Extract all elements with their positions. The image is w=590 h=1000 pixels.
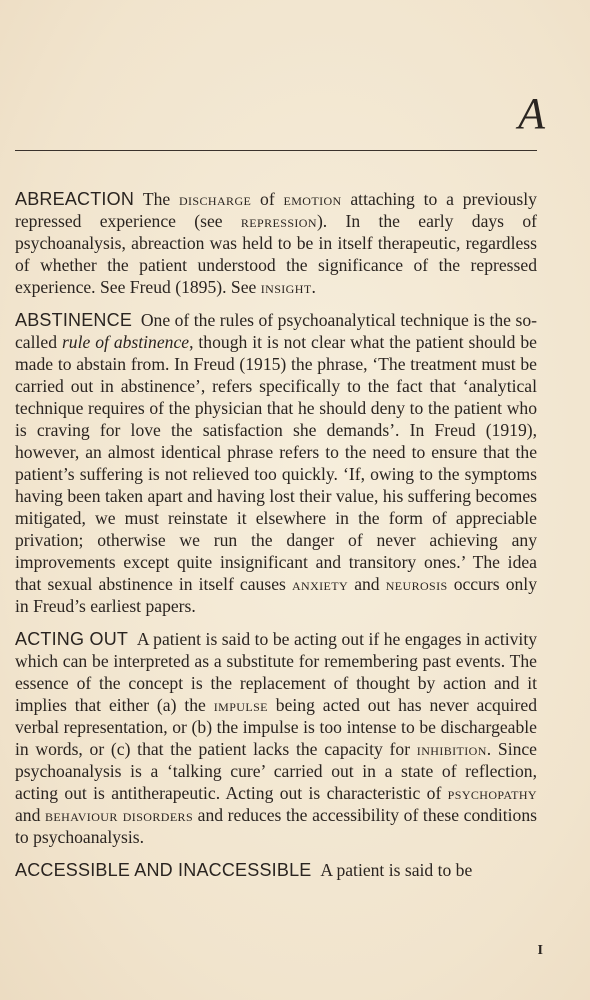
entry-text: and bbox=[15, 805, 41, 825]
entry-text: ). In the early days of psychoanalysis, abreaction was held to be in itself therapeutic, regardless of whether the patient understood the significance of the repressed experience. See Freud (1895). See bbox=[15, 211, 537, 297]
cross-reference: behaviour disorders bbox=[45, 805, 194, 825]
entry-text: The bbox=[142, 189, 171, 209]
entry-text: A patient is said to be acting out if he engages in activity which can be interpreted as a substitute for remembering past events. The essence of the concept is the replacement of thought by action and it implies that either (a) the bbox=[15, 629, 538, 715]
entry-text: A patient is said to be bbox=[320, 860, 473, 880]
cross-reference: inhibition bbox=[416, 739, 487, 759]
cross-reference: repression bbox=[240, 211, 317, 231]
entry-accessible-and-inaccessible bbox=[15, 859, 537, 881]
cross-reference: emotion bbox=[283, 189, 342, 209]
headword: ABREACTION bbox=[15, 189, 135, 209]
entry-text: and bbox=[354, 574, 380, 594]
entry-abreaction bbox=[15, 188, 537, 298]
header-rule bbox=[15, 150, 537, 151]
headword: ACCESSIBLE AND INACCESSIBLE bbox=[15, 860, 312, 880]
headword: ACTING OUT bbox=[15, 629, 129, 649]
cross-reference: neurosis bbox=[385, 574, 448, 594]
entry-acting-out bbox=[15, 628, 537, 848]
entry-text: attaching to a previously repressed experience (see bbox=[15, 189, 537, 231]
cross-reference: anxiety bbox=[291, 574, 349, 594]
entry-abstinence bbox=[15, 309, 537, 617]
entry-text: of bbox=[260, 189, 275, 209]
dictionary-body bbox=[15, 188, 537, 892]
entry-text: . Since psychoanalysis is a ‘talking cure’ carried out in a state of reflection, acting out is antitherapeutic. Acting out is characteristic of bbox=[15, 739, 537, 803]
entry-text: occurs only in Freud’s earliest papers. bbox=[15, 574, 537, 616]
cross-reference: insight bbox=[260, 277, 312, 297]
entry-text: being acted out has never acquired verbal representation, or (b) the impulse is too intense to be dischargeable in words, or (c) that the patient lacks the capacity for bbox=[15, 695, 538, 759]
entry-text: , though it is not clear what the patient should be made to abstain from. In Freud (1915) the phrase, ‘The treatment must be carried out in abstinence’, refers specifically to the fact that ‘analytical technique requires of the physician that he should deny to the patient who is craving for love the satisfaction she demands’. In Freud (1919), however, an almost identical phrase refers to the need to ensure that the patient’s suffering is not relieved too quickly. ‘If, owing to the symptoms having been taken apart and having lost their value, his suffering becomes mitigated, we must reinstate it elsewhere in the form of appreciable privation; otherwise we run the danger of never achieving any improvements except quite insignificant and transitory ones.’ The idea that sexual abstinence in itself causes bbox=[15, 332, 537, 594]
section-letter: A bbox=[518, 89, 545, 138]
cross-reference: psychopathy bbox=[447, 783, 537, 803]
headword: ABSTINENCE bbox=[15, 310, 133, 330]
entry-text: and reduces the accessibility of these conditions to psychoanalysis. bbox=[15, 805, 537, 847]
cross-reference: impulse bbox=[213, 695, 268, 715]
italic-term: rule of abstinence bbox=[61, 332, 190, 352]
page-number: I bbox=[537, 943, 543, 958]
entry-text: . bbox=[311, 277, 316, 297]
entry-text: One of the rules of psychoanalytical technique is the so-called bbox=[15, 310, 537, 352]
cross-reference: discharge bbox=[178, 189, 252, 209]
